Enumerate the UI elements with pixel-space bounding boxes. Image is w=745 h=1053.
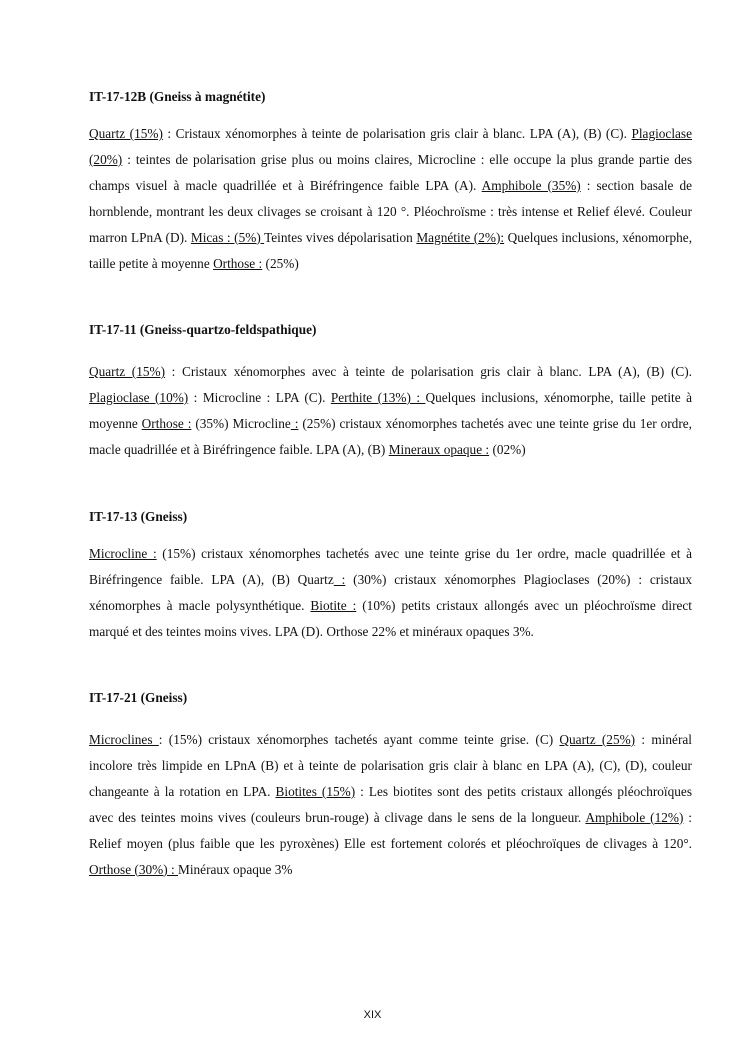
description-text: (10%) petits cristaux allongés avec un pléochroïsme direct marqué et des teintes moins vives. LPA (D). Orthose 22% et minéraux opaques 3%.: [89, 597, 692, 639]
description-text: : Cristaux xénomorphes avec à teinte de polarisation gris clair à blanc. LPA (A), (B) (C).: [165, 364, 692, 379]
mineral-name: Microcline :: [89, 546, 157, 561]
mineral-name: Quartz (15%): [89, 364, 166, 379]
mineral-name: Biotites (15%): [275, 783, 356, 799]
mineral-name: Magnétite (2%):: [416, 229, 505, 245]
page-number: XIX: [363, 1009, 382, 1021]
description-text: : Cristaux xénomorphes à teinte de polarisation gris clair à blanc. LPA (A), (B) (C).: [162, 126, 632, 141]
description-text: : section basale de hornblende, montrant les deux clivages se croisant à 120 °. Pléochroïsme : très intense et Relief élevé. Couleur marron LPnA (D).: [89, 177, 692, 245]
description-text: (15%) cristaux xénomorphes tachetés avec une teinte grise du 1er ordre, macle quadrillée et à Biréfringence faible. LPA (A), (B) Quartz: [89, 546, 692, 587]
section-body-it-17-13: [89, 541, 692, 645]
mineral-name: Plagioclase (10%): [89, 389, 189, 405]
mineral-name: Perthite (13%) :: [330, 389, 426, 405]
mineral-name: :: [290, 415, 299, 431]
description-text: (30%) cristaux xénomorphes Plagioclases (20%) : cristaux xénomorphes à macle polysynthétique.: [89, 571, 692, 613]
mineral-name: Orthose :: [213, 255, 263, 271]
mineral-name: Orthose (30%) :: [89, 861, 178, 877]
mineral-name: Quartz (15%): [89, 126, 163, 141]
description-text: : (15%) cristaux xénomorphes tachetés ayant comme teinte grise. (C): [158, 732, 560, 747]
mineral-name: :: [333, 571, 346, 587]
description-text: Quelques inclusions, xénomorphe, taille petite à moyenne: [89, 229, 693, 271]
section-heading-it-17-11: IT-17-11 (Gneiss-quartzo-feldspathique): [89, 322, 317, 337]
section-body-it-17-12b: [89, 121, 692, 276]
section-heading-it-17-12b: IT-17-12B (Gneiss à magnétite): [89, 89, 266, 104]
description-text: (25%): [262, 255, 299, 271]
mineral-name: Biotite :: [310, 597, 357, 613]
mineral-name: Plagioclase (20%): [89, 126, 693, 167]
mineral-name: Amphibole (35%): [481, 177, 581, 193]
description-text: (25%) cristaux xénomorphes tachetés avec une teinte grise du 1er ordre, macle quadrillée et à Biréfringence faible. LPA (A), (B): [89, 415, 692, 457]
description-text: (02%): [489, 441, 526, 457]
description-text: Teintes vives dépolarisation: [264, 229, 417, 245]
description-text: : Microcline : LPA (C).: [188, 389, 331, 405]
section-heading-it-17-21: IT-17-21 (Gneiss): [89, 690, 188, 705]
description-text: : minéral incolore très limpide en LPnA (B) et à teinte de polarisation gris clair à blanc en LPA (A), (C), (D), couleur changeante à la rotation en LPA.: [89, 732, 692, 799]
description-text: : Les biotites sont des petits cristaux allongés pléochroïques avec des teintes moins vives (couleurs brun-rouge) à clivage dans le sens de la longueur.: [89, 783, 692, 825]
mineral-name: Orthose :: [141, 415, 192, 431]
mineral-name: Micas : (5%): [190, 229, 265, 245]
section-body-it-17-11: [89, 359, 692, 463]
description-text: Quelques inclusions, xénomorphe, taille petite à moyenne: [89, 389, 692, 431]
mineral-name: Mineraux opaque :: [388, 441, 490, 457]
mineral-name: Quartz (25%): [559, 732, 636, 747]
description-text: Minéraux opaque 3%: [178, 861, 293, 877]
mineral-name: Microclines: [89, 732, 159, 747]
description-text: : teintes de polarisation grise plus ou moins claires, Microcline : elle occupe la plus grande partie des champs visuel à macle quadrillée et à Biréfringence faible LPA (A).: [89, 151, 692, 193]
mineral-name: Amphibole (12%): [585, 809, 684, 825]
description-text: : Relief moyen (plus faible que les pyroxènes) Elle est fortement colorés et pléochroïques de clivages à 120°.: [89, 809, 692, 851]
description-text: (35%) Microcline: [191, 415, 291, 431]
section-body-it-17-21: [89, 727, 692, 882]
section-heading-it-17-13: IT-17-13 (Gneiss): [89, 509, 188, 524]
